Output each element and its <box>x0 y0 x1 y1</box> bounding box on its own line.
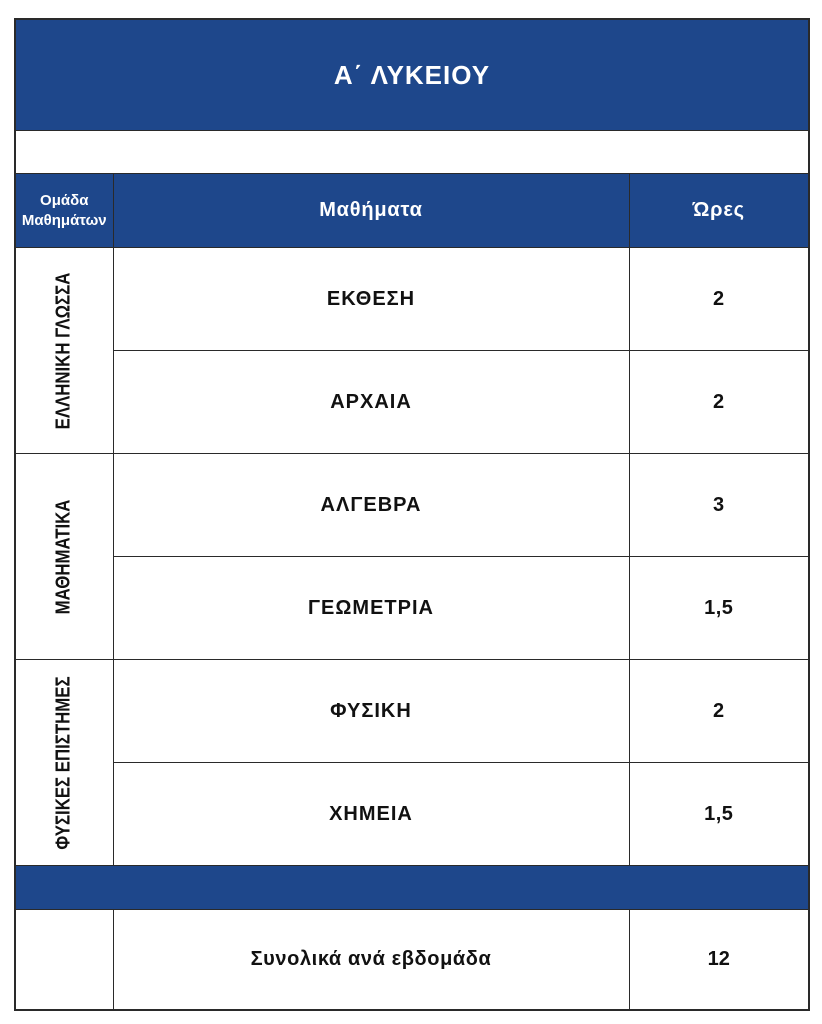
group-name: ΦΥΣΙΚΕΣ ΕΠΙΣΤΗΜΕΣ <box>52 675 75 850</box>
hours-cell: 3 <box>629 454 809 557</box>
hours-cell: 2 <box>629 351 809 454</box>
timetable <box>14 18 810 1011</box>
group-cell <box>15 660 113 866</box>
separator-band-cell <box>15 866 809 910</box>
separator-band <box>15 866 809 910</box>
page-title: Α΄ ΛΥΚΕΙΟΥ <box>15 19 809 131</box>
group-name: ΕΛΛΗΝΙΚΗ ΓΛΩΣΣΑ <box>52 272 75 429</box>
subject-cell: ΕΚΘΕΣΗ <box>113 248 629 351</box>
subject-cell: ΑΛΓΕΒΡΑ <box>113 454 629 557</box>
subject-cell: ΑΡΧΑΙΑ <box>113 351 629 454</box>
group-name: ΜΑΘΗΜΑΤΙΚΑ <box>52 499 75 614</box>
table-row <box>15 660 809 763</box>
subjects-column-header: Μαθήματα <box>113 174 629 248</box>
title-row <box>15 19 809 131</box>
group-header-line2: Μαθημάτων <box>21 211 107 229</box>
table-row <box>15 248 809 351</box>
subject-cell: ΓΕΩΜΕΤΡΙΑ <box>113 557 629 660</box>
subject-cell: ΧΗΜΕΙΑ <box>113 763 629 866</box>
spacer-row <box>15 131 809 174</box>
group-column-header <box>15 174 113 248</box>
hours-column-header: Ώρες <box>629 174 809 248</box>
table-row <box>15 763 809 866</box>
total-hours: 12 <box>629 910 809 1011</box>
table-row <box>15 557 809 660</box>
group-header-line1: Ομάδα <box>40 191 89 209</box>
hours-cell: 2 <box>629 248 809 351</box>
total-label: Συνολικά ανά εβδομάδα <box>113 910 629 1011</box>
subject-cell: ΦΥΣΙΚΗ <box>113 660 629 763</box>
hours-cell: 1,5 <box>629 557 809 660</box>
spacer-cell <box>15 131 809 174</box>
group-cell <box>15 248 113 454</box>
hours-cell: 2 <box>629 660 809 763</box>
total-empty-cell <box>15 910 113 1011</box>
table-row <box>15 351 809 454</box>
header-row <box>15 174 809 248</box>
group-cell <box>15 454 113 660</box>
table-row <box>15 454 809 557</box>
hours-cell: 1,5 <box>629 763 809 866</box>
total-row <box>15 910 809 1011</box>
